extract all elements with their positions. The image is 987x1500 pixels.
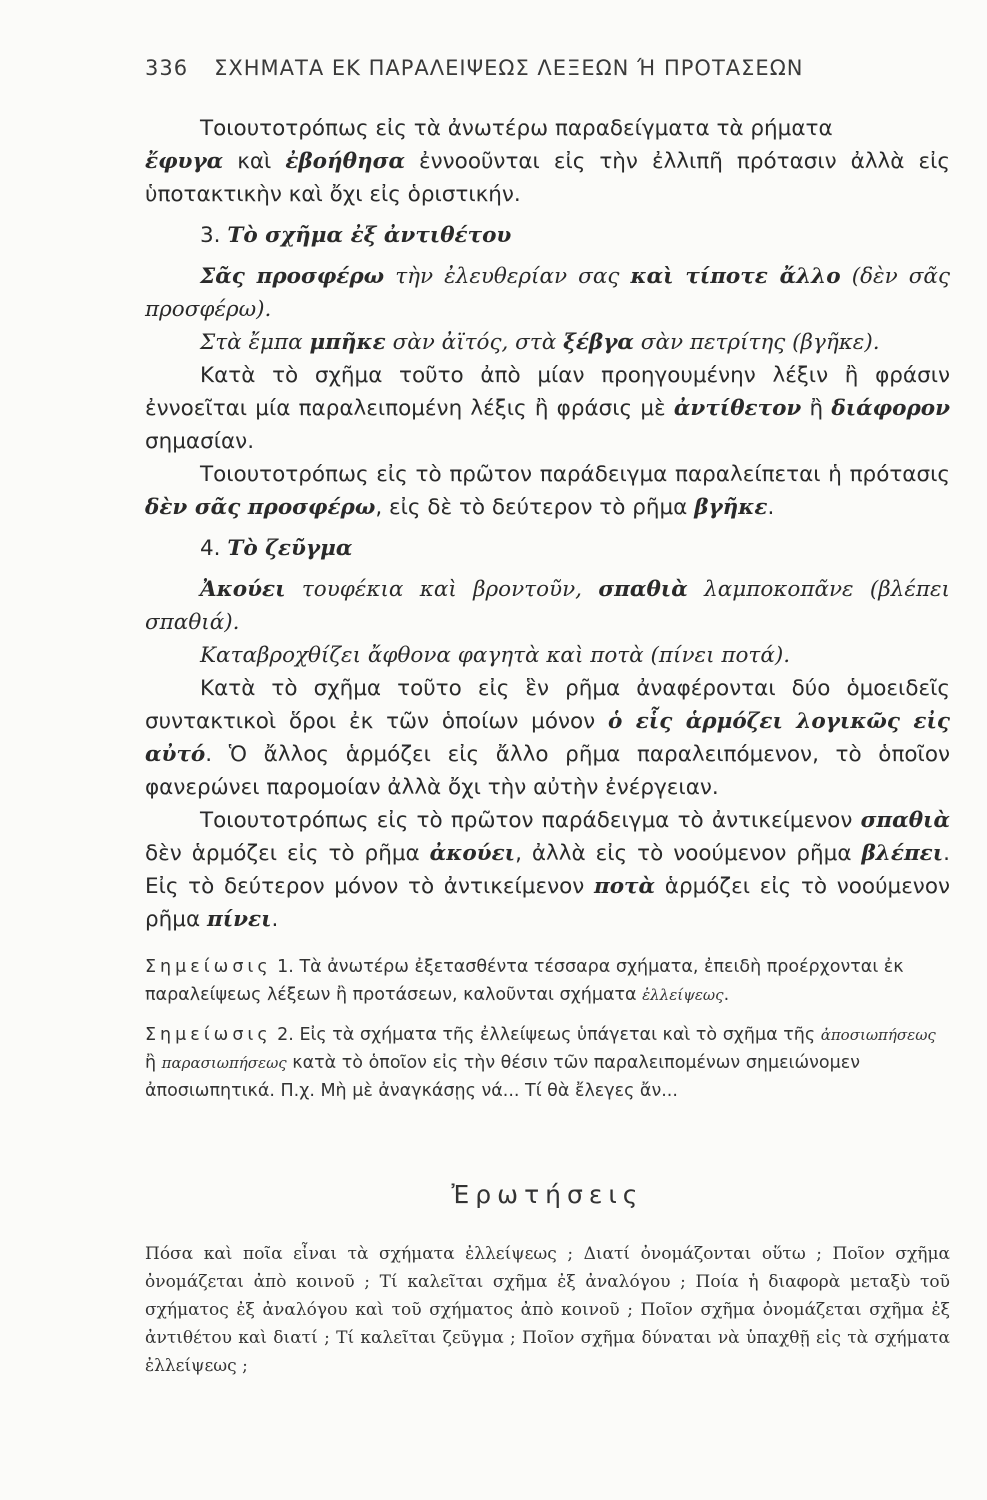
questions-text: Πόσα καὶ ποῖα εἶναι τὰ σχήματα ἐλλείψεως ; Διατί ὀνομάζονται οὕτω ; Ποῖον σχῆμα ὀνομάζεται ἀπὸ κοινοῦ ; Τί καλεῖται σχῆμα ἐξ ἀναλόγου ; Ποία ἡ διαφορὰ μεταξὺ τοῦ σχήματος ἐξ ἀναλόγου καὶ τοῦ σχήματος ἀπὸ κοινοῦ ; Ποῖον σχῆμα ὀνομάζεται σχῆμα ἐξ ἀντιθέτου καὶ διατί ; Τί καλεῖται ζεῦγμα ; Ποῖον σχῆμα δύναται νὰ ὑπαχθῇ εἰς τὰ σχήματα ἐλλείψεως ;	[145, 1244, 950, 1376]
section-title: Τὸ ζεῦγμα	[227, 536, 353, 561]
note-1	[145, 953, 950, 1009]
example	[145, 326, 950, 359]
text: ἐννοοῦνται εἰς τὴν ἐλλιπῆ πρότασιν ἀλλὰ εἰς ὑποτακτικὴν καὶ ὄχι εἰς ὁριστικήν.	[145, 149, 950, 207]
text: Εἰς τὰ σχήματα τῆς ἐλλείψεως ὑπάγεται καὶ τὸ σχῆμα τῆς	[299, 1025, 821, 1045]
text: Τοιουτοτρόπως εἰς τὸ πρῶτον παράδειγμα τὸ ἀντικείμενον	[200, 808, 861, 833]
paragraph	[145, 359, 950, 458]
text: τουφέκια καὶ βροντοῦν,	[285, 577, 599, 602]
emphasis: μπῆκε	[309, 330, 386, 355]
text: Στὰ ἔμπα	[200, 330, 310, 355]
notes	[145, 953, 950, 1117]
text: , ἀλλὰ εἰς τὸ νοούμενον ρῆμα	[515, 841, 862, 866]
text: . Εἰς τὸ δεύτερον μόνον τὸ ἀντικείμενον	[145, 841, 950, 899]
emphasis: διάφορον	[831, 396, 950, 421]
text: τὴν ἐλευθερίαν σας	[384, 264, 631, 289]
text: Τοιουτοτρόπως εἰς τὸ πρῶτον παράδειγμα παραλείπεται ἡ πρότασις	[200, 462, 950, 487]
emphasis: Ἀκούει	[200, 577, 286, 602]
paragraph-intro	[145, 112, 950, 211]
note-label: Σημείωσις	[145, 1025, 272, 1045]
emphasis: ἀποσιωπήσεως	[820, 1026, 936, 1044]
emphasis: δὲν σᾶς προσφέρω	[145, 495, 376, 520]
emphasis: ἀκούει	[429, 841, 516, 866]
emphasis: ἐβοήθησα	[285, 149, 406, 174]
note-number: 1.	[271, 957, 300, 977]
text: ἢ	[801, 396, 832, 421]
section-3-heading	[145, 219, 950, 252]
text: ἢ	[145, 1053, 162, 1073]
emphasis: πίνει	[206, 907, 272, 932]
emphasis: ὁ εἷς ἁρμόζει λογικῶς εἰς αὐτό	[145, 709, 950, 767]
note-2	[145, 1021, 950, 1105]
emphasis: ἐλλείψεως	[642, 986, 724, 1004]
text: καὶ	[223, 149, 286, 174]
paragraph	[145, 672, 950, 804]
page-header	[145, 56, 950, 80]
paragraph	[145, 458, 950, 524]
text: φαγητὰ καὶ ποτὰ (πίνει ποτά).	[450, 643, 791, 668]
text: δὲν ἁρμόζει εἰς τὸ ρῆμα	[145, 841, 430, 866]
page-number: 336	[145, 56, 189, 80]
text: Καταβροχθίζει	[200, 643, 368, 668]
paragraph	[145, 804, 950, 936]
section-title: Τὸ σχῆμα ἐξ ἀντιθέτου	[227, 223, 512, 248]
text: Τὰ ἀνωτέρω ἐξετασθέντα τέσσαρα σχήματα, ἐπειδὴ προέρχονται ἐκ παραλείψεως λέξεων ἢ προτάσεων, καλοῦνται σχήματα	[145, 957, 904, 1005]
emphasis: καὶ τίποτε ἄλλο	[630, 264, 841, 289]
emphasis: παρασιωπήσεως	[161, 1054, 287, 1072]
text: σημασίαν.	[145, 429, 255, 454]
text: λαμποκοπᾶνε (βλέπει σπαθιά).	[145, 577, 950, 635]
emphasis: ἀντίθετον	[673, 396, 802, 421]
section-number: 4.	[200, 536, 228, 561]
running-title: ΣΧΗΜΑΤΑ ΕΚ ΠΑΡΑΛΕΙΨΕΩΣ ΛΕΞΕΩΝ Ή ΠΡΟΤΑΣΕΩΝ	[214, 56, 804, 80]
emphasis: σπαθιὰ	[860, 808, 950, 833]
example	[145, 260, 950, 326]
main-text	[145, 112, 950, 936]
text: .	[767, 495, 775, 520]
example	[145, 639, 950, 672]
text: (δὲν σᾶς προσφέρω).	[145, 264, 950, 322]
text: . Ὁ ἄλλος ἁρμόζει εἰς ἄλλο ρῆμα παραλειπόμενον, τὸ ὁποῖον φανερώνει παρομοίαν ἀλλὰ ὄχι τὴν αὐτὴν ἐνέργειαν.	[145, 742, 950, 800]
emphasis: Σᾶς προσφέρω	[200, 264, 385, 289]
text: ἄφθονα	[367, 643, 451, 668]
emphasis: ἔφυγα	[145, 149, 224, 174]
text: κατὰ τὸ ὁποῖον εἰς τὴν θέσιν τῶν παραλειπομένων σημειώνομεν ἀποσιωπητικά. Π.χ. Μὴ μὲ ἀναγκάσῃς νά... Τί θὰ ἔλεγες ἄν...	[145, 1053, 860, 1101]
emphasis: βγῆκε	[694, 495, 768, 520]
example	[145, 573, 950, 639]
text: σὰν ἀϊτός, στὰ	[385, 330, 564, 355]
text: , εἰς δὲ τὸ δεύτερον τὸ ρῆμα	[375, 495, 695, 520]
text: Κατὰ τὸ σχῆμα τοῦτο εἰς ἓν ρῆμα ἀναφέρονται δύο ὁμοειδεῖς συντακτικοὶ ὅροι ἐκ τῶν ὁποίων μόνον	[145, 676, 950, 734]
emphasis: ξέβγα	[563, 330, 634, 355]
text: Κατὰ τὸ σχῆμα τοῦτο ἀπὸ μίαν προηγουμένην λέξιν ἢ φράσιν ἐννοεῖται μία παραλειπομένη λέξις ἢ φράσις μὲ	[145, 363, 950, 421]
text: Τοιουτοτρόπως εἰς τὰ ἀνωτέρω παραδείγματα τὰ ρήματα	[200, 116, 833, 141]
section-number: 3.	[200, 223, 228, 248]
emphasis: σπαθιὰ	[598, 577, 688, 602]
text: .	[723, 985, 730, 1005]
note-label: Σημείωσις	[145, 957, 272, 977]
text: ἁρμόζει εἰς τὸ νοούμενον ρῆμα	[145, 874, 950, 932]
emphasis: βλέπει	[861, 841, 944, 866]
note-number: 2.	[271, 1025, 300, 1045]
emphasis: ποτὰ	[593, 874, 656, 899]
section-4-heading	[145, 532, 950, 565]
text: .	[271, 907, 279, 932]
questions-title: Ἐρωτήσεις	[451, 1180, 644, 1209]
text: σὰν πετρίτης (βγῆκε).	[633, 330, 880, 355]
